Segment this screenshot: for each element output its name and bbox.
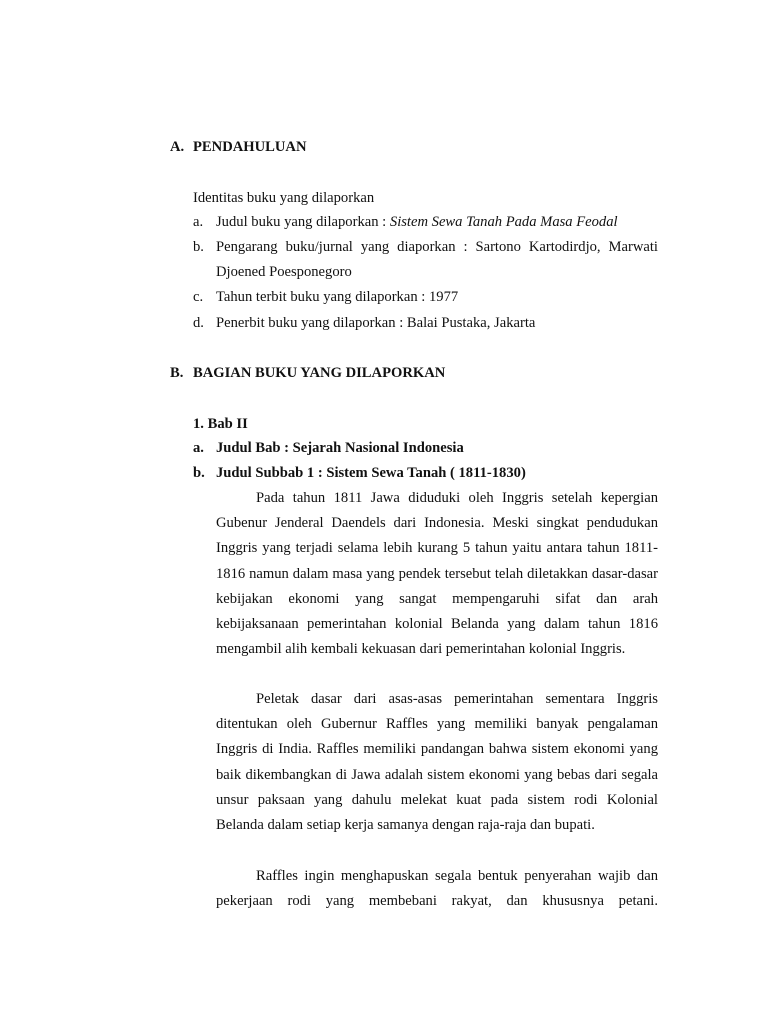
item-a-marker: a. (193, 214, 204, 230)
body-paragraph-3: Raffles ingin menghapuskan segala bentuk penyerahan wajib dan pekerjaan rodi yang membebani rakyat, dan khususnya petani. (216, 868, 658, 910)
sub-a-marker: a. (193, 440, 204, 456)
section-b-title: BAGIAN BUKU YANG DILAPORKAN (193, 365, 446, 381)
item-c-text: Tahun terbit buku yang dilaporkan : 1977 (216, 289, 459, 305)
item-b-word: : (463, 239, 468, 255)
item-d-marker: d. (193, 315, 204, 331)
item-b-marker: b. (193, 239, 204, 255)
item-a-label: Judul buku yang dilaporkan : (216, 214, 390, 230)
item-b-word: Sartono (475, 239, 521, 255)
body-paragraph-2: Peletak dasar dari asas-asas pemerintahan sementara Inggris ditentukan oleh Gubernur Raffles yang memiliki banyak pengalaman Inggris di India. Raffles memiliki pandangan bahwa sistem ekonomi yang baik dikembangkan di Jawa adalah sistem ekonomi yang bebas dari segala unsur paksaan yang dahulu melekat kuat pada sistem rodi Kolonial Belanda dalam setiap kerja samanya dengan raja-raja dan bupati. (216, 691, 658, 834)
sub-a-text: Judul Bab : Sejarah Nasional Indonesia (216, 440, 464, 456)
item-b-word: buku/jurnal (285, 239, 353, 255)
item-a-book-title: Sistem Sewa Tanah Pada Masa Feodal (389, 214, 618, 230)
sub-b-text: Judul Subbab 1 : Sistem Sewa Tanah ( 1811-1830) (216, 465, 526, 481)
item-a-text (216, 212, 618, 232)
item-b-word: Pengarang (216, 239, 278, 255)
section-a-title: PENDAHULUAN (193, 139, 307, 155)
item-d-text: Penerbit buku yang dilaporkan : Balai Pustaka, Jakarta (216, 315, 536, 331)
item-b-word: diaporkan (397, 239, 456, 255)
item-c-marker: c. (193, 289, 204, 305)
item-b-word: Marwati (608, 239, 658, 255)
chapter-heading: 1. Bab II (193, 416, 248, 432)
item-b-line2: Djoened Poesponegoro (216, 264, 352, 280)
item-b-word: Kartodirdjo, (528, 239, 601, 255)
item-b-word: yang (360, 239, 390, 255)
item-b-line1 (216, 237, 658, 257)
section-a-letter: A. (170, 139, 185, 155)
sub-b-marker: b. (193, 465, 205, 481)
identity-intro: Identitas buku yang dilaporkan (193, 190, 375, 206)
section-b-letter: B. (170, 365, 184, 381)
body-paragraph-1: Pada tahun 1811 Jawa diduduki oleh Inggris setelah kepergian Gubenur Jenderal Daendels dari Indonesia. Meski singkat pendudukan Inggris yang terjadi selama lebih kurang 5 tahun yaitu antara tahun 1811-1816 namun dalam masa yang pendek tersebut telah diletakkan dasar-dasar kebijakan ekonomi yang sangat mempengaruhi sifat dan arah kebijaksanaan pemerintahan kolonial Belanda yang dalam tahun 1816 mengambil alih kembali kekuasan dari pemerintahan kolonial Inggris. (216, 490, 658, 658)
